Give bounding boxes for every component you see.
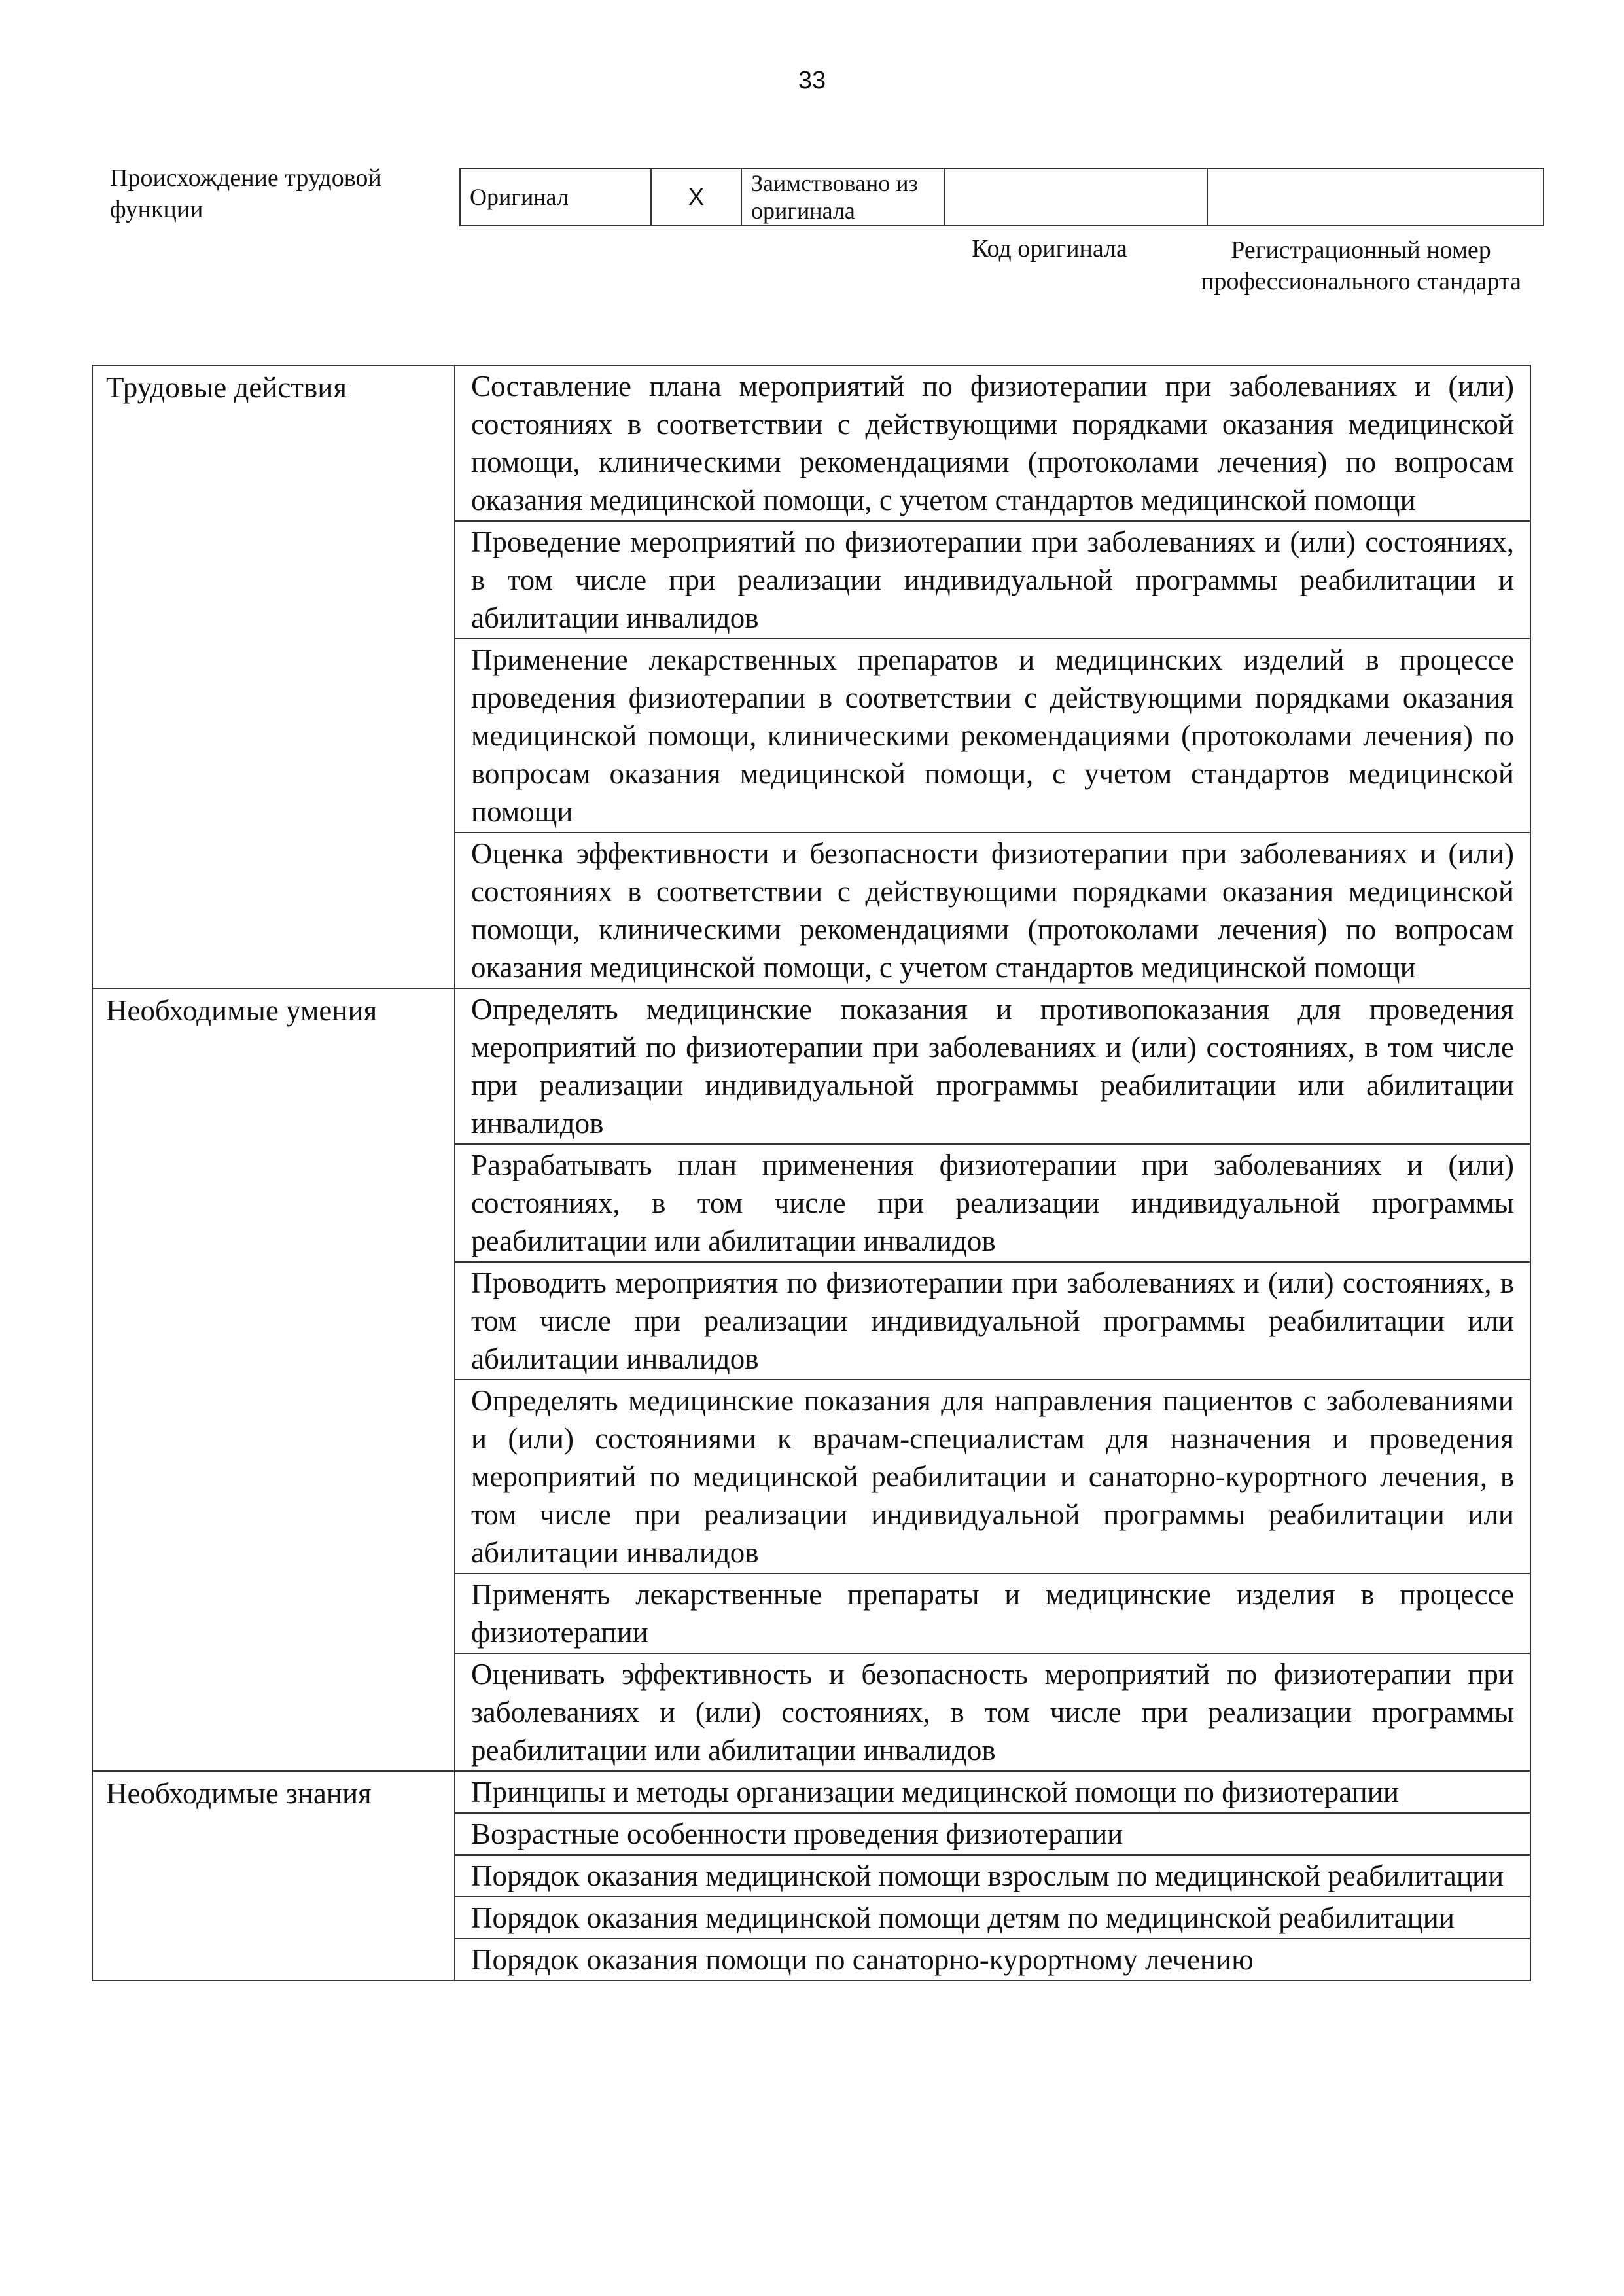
code-caption: Код оригинала xyxy=(972,235,1127,262)
function-table xyxy=(92,365,1531,1981)
registration-caption: Регистрационный номер профессионального стандарта xyxy=(1201,236,1521,295)
section-item: Порядок оказания медицинской помощи взрослым по медицинской реабилитации xyxy=(455,1855,1530,1897)
section-item: Определять медицинские показания и противопоказания для проведения мероприятий по физиотерапии при заболеваниях и (или) состояниях, в том числе при реализации индивидуальной программы реабилитации или абилитации инвалидов xyxy=(455,988,1530,1144)
section-item: Принципы и методы организации медицинской помощи по физиотерапии xyxy=(455,1771,1530,1813)
table-row xyxy=(92,365,1530,521)
section-item: Определять медицинские показания для направления пациентов с заболеваниями и (или) состояниями к врачам-специалистам для назначения и проведения мероприятий по медицинской реабилитации и санаторно-курортного лечения, в том числе при реализации индивидуальной программы реабилитации или абилитации инвалидов xyxy=(455,1380,1530,1573)
section-item: Порядок оказания помощи по санаторно-курортному лечению xyxy=(455,1939,1530,1981)
section-item: Оценивать эффективность и безопасность мероприятий по физиотерапии при заболеваниях и (или) состояниях, в том числе при реализации программы реабилитации или абилитации инвалидов xyxy=(455,1653,1530,1771)
section-item: Оценка эффективности и безопасности физиотерапии при заболеваниях и (или) состояниях в соответствии с действующими порядками оказания медицинской помощи, клиническими рекомендациями (протоколами лечения) по вопросам оказания медицинской помощи, с учетом стандартов медицинской помощи xyxy=(455,833,1530,988)
table-row xyxy=(92,1771,1530,1813)
section-item: Составление плана мероприятий по физиотерапии при заболеваниях и (или) состояниях в соответствии с действующими порядками оказания медицинской помощи, клиническими рекомендациями (протоколами лечения) по вопросам оказания медицинской помощи, с учетом стандартов медицинской помощи xyxy=(455,365,1530,521)
section-item: Разрабатывать план применения физиотерапии при заболеваниях и (или) состояниях, в том числе при реализации индивидуальной программы реабилитации или абилитации инвалидов xyxy=(455,1144,1530,1262)
section-item: Применение лекарственных препаратов и медицинских изделий в процессе проведения физиотерапии в соответствии с действующими порядками оказания медицинской помощи, клиническими рекомендациями (протоколами лечения) по вопросам оказания медицинской помощи, с учетом стандартов медицинской помощи xyxy=(455,639,1530,833)
section-item: Проведение мероприятий по физиотерапии при заболеваниях и (или) состояниях, в том числе при реализации индивидуальной программы реабилитации и абилитации инвалидов xyxy=(455,521,1530,639)
page-number: 33 xyxy=(798,67,826,94)
origin-table xyxy=(459,168,1544,226)
table-row xyxy=(92,988,1530,1144)
section-item: Проводить мероприятия по физиотерапии при заболеваниях и (или) состояниях, в том числе при реализации индивидуальной программы реабилитации или абилитации инвалидов xyxy=(455,1262,1530,1380)
borrowed-cell: Заимствовано из оригинала xyxy=(741,168,944,226)
original-mark: X xyxy=(651,168,741,226)
section-title: Трудовые действия xyxy=(92,365,455,988)
section-title: Необходимые знания xyxy=(92,1771,455,1981)
original-cell: Оригинал xyxy=(460,168,651,226)
registration-number-cell xyxy=(1207,168,1544,226)
section-title: Необходимые умения xyxy=(92,988,455,1771)
origin-label: Происхождение трудовой функции xyxy=(110,164,381,223)
section-item: Порядок оказания медицинской помощи детям по медицинской реабилитации xyxy=(455,1897,1530,1939)
original-code-cell xyxy=(944,168,1207,226)
section-item: Применять лекарственные препараты и медицинские изделия в процессе физиотерапии xyxy=(455,1573,1530,1653)
section-item: Возрастные особенности проведения физиотерапии xyxy=(455,1813,1530,1855)
